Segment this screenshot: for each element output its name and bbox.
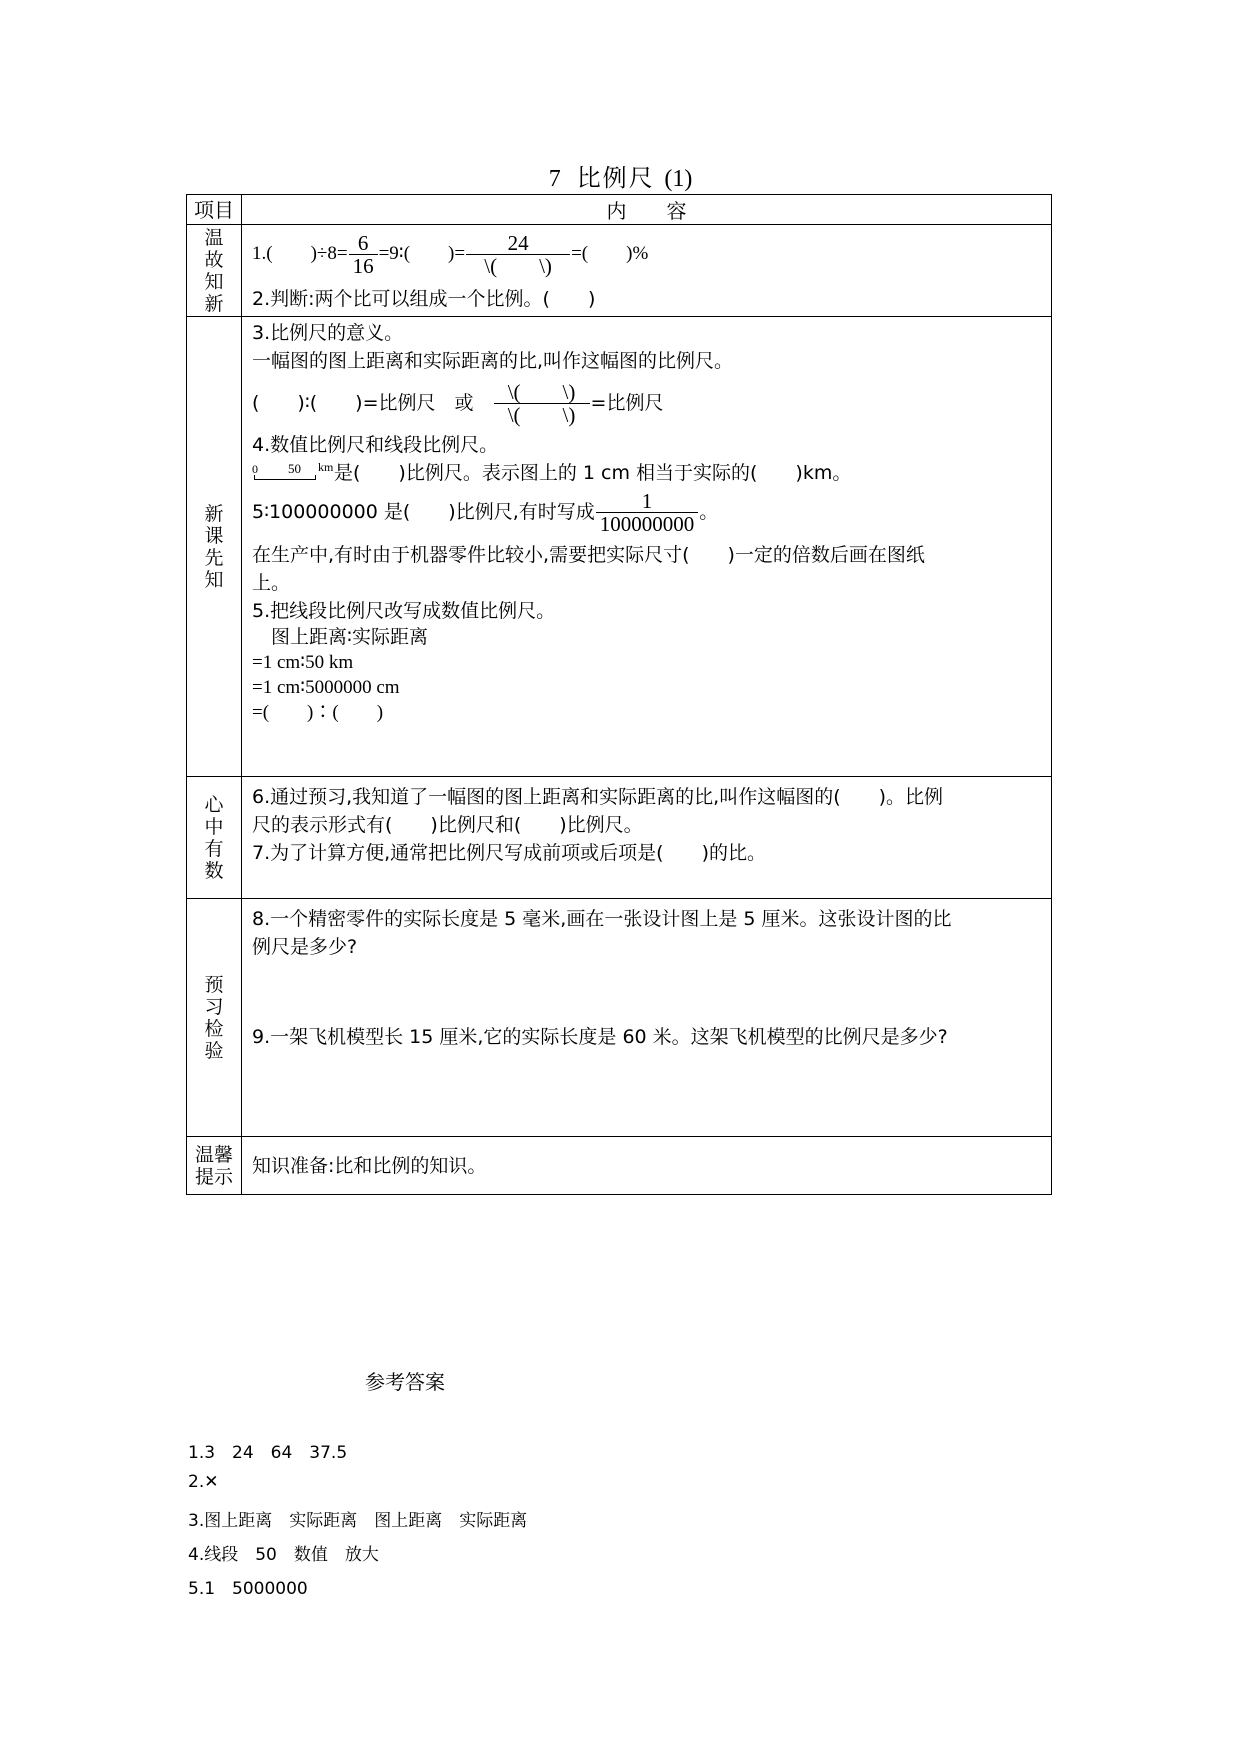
header-content: 内 容 — [242, 195, 1052, 225]
question-6b: 尺的表示形式有( )比例尺和( )比例尺。 — [252, 814, 643, 836]
answer-3: 3.图上距离 实际距离 图上距离 实际距离 — [188, 1511, 528, 1531]
section-tip-content — [242, 1137, 1052, 1195]
section-mind-content — [242, 777, 1052, 899]
fraction-6-16: $\frac{6}{16}$ — [349, 232, 378, 277]
section-new-content — [242, 317, 1052, 777]
question-5-step-4: =( )∶( ) — [252, 702, 384, 723]
section-check-label: 预 习 检 验 — [187, 899, 242, 1137]
question-3-definition: 一幅图的图上距离和实际距离的比,叫作这幅图的比例尺。 — [252, 350, 734, 372]
tip-text: 知识准备:比和比例的知识。 — [252, 1154, 487, 1177]
section-review — [187, 225, 1052, 317]
question-9: 9.一架飞机模型长 15 厘米,它的实际长度是 60 米。这架飞机模型的比例尺是多少? — [252, 1026, 948, 1048]
question-6a: 6.通过预习,我知道了一幅图的图上距离和实际距离的比,叫作这幅图的( )。比例 — [252, 786, 944, 808]
question-1: 1.( )÷8= $\frac{6}{16}$ =9∶( )= $\frac{24}{\backslash( \backslash)}$ =( )% — [252, 231, 649, 279]
fraction-24-blank: $\frac{24}{\backslash( \backslash)}$ — [466, 232, 570, 277]
section-check — [187, 899, 1052, 1137]
question-7: 7.为了计算方便,通常把比例尺写成前项或后项是( )的比。 — [252, 842, 766, 864]
question-5-title: 5.把线段比例尺改写成数值比例尺。 — [252, 600, 556, 622]
section-new — [187, 317, 1052, 777]
question-4-line-3: 在生产中,有时由于机器零件比较小,需要把实际尺寸( )一定的倍数后画在图纸 — [252, 544, 925, 566]
section-new-label: 新 课 先 知 — [187, 317, 242, 777]
question-2: 2.判断:两个比可以组成一个比例。( ) — [252, 288, 596, 310]
fraction-1-100000000: $\frac{1}{100000000}$ — [596, 490, 699, 535]
question-4-title: 4.数值比例尺和线段比例尺。 — [252, 434, 499, 456]
question-3-formula: ( )∶( )=比例尺 或 $\frac{\backslash( \backslash)}{\backslash( \backslash)}$ =比例尺 — [252, 380, 664, 427]
answers-title: 参考答案 — [365, 1370, 445, 1394]
answer-4: 4.线段 50 数值 放大 — [188, 1545, 379, 1565]
answer-1: 1.3 24 64 37.5 — [188, 1443, 348, 1463]
page-title: 7 比例尺 (1) — [548, 164, 693, 192]
worksheet-table — [186, 194, 1052, 1195]
question-5-step-1: 图上距离∶实际距离 — [252, 626, 428, 648]
question-8a: 8.一个精密零件的实际长度是 5 毫米,画在一张设计图上是 5 厘米。这张设计图的比 — [252, 908, 952, 930]
section-mind-label: 心 中 有 数 — [187, 777, 242, 899]
question-4-line-2: 5∶100000000 是( )比例尺,有时写成 $\frac{1}{100000000}$ 。 — [252, 489, 719, 536]
question-4-line-1: 0 50 km 是( )比例尺。表示图上的 1 cm 相当于实际的( )km。 — [252, 460, 852, 484]
line-scale-bar: 0 50 km — [252, 459, 334, 485]
question-5-step-2: =1 cm∶50 km — [252, 652, 354, 673]
section-mind — [187, 777, 1052, 899]
answer-2: 2.✕ — [188, 1472, 219, 1492]
section-check-content — [242, 899, 1052, 1137]
question-4-line-3b: 上。 — [252, 572, 291, 594]
section-review-content — [242, 225, 1052, 317]
section-tip — [187, 1137, 1052, 1195]
header-row — [187, 195, 1052, 225]
answer-5: 5.1 5000000 — [188, 1579, 308, 1599]
question-5-step-3: =1 cm∶5000000 cm — [252, 677, 400, 698]
header-item: 项目 — [187, 195, 242, 225]
section-tip-label: 温馨 提示 — [187, 1137, 242, 1195]
section-review-label: 温 故 知 新 — [187, 225, 242, 317]
question-8b: 例尺是多少? — [252, 936, 358, 958]
fraction-blank-blank: $\frac{\backslash( \backslash)}{\backslash( \backslash)}$ — [494, 381, 590, 426]
question-3-title: 3.比例尺的意义。 — [252, 322, 404, 344]
